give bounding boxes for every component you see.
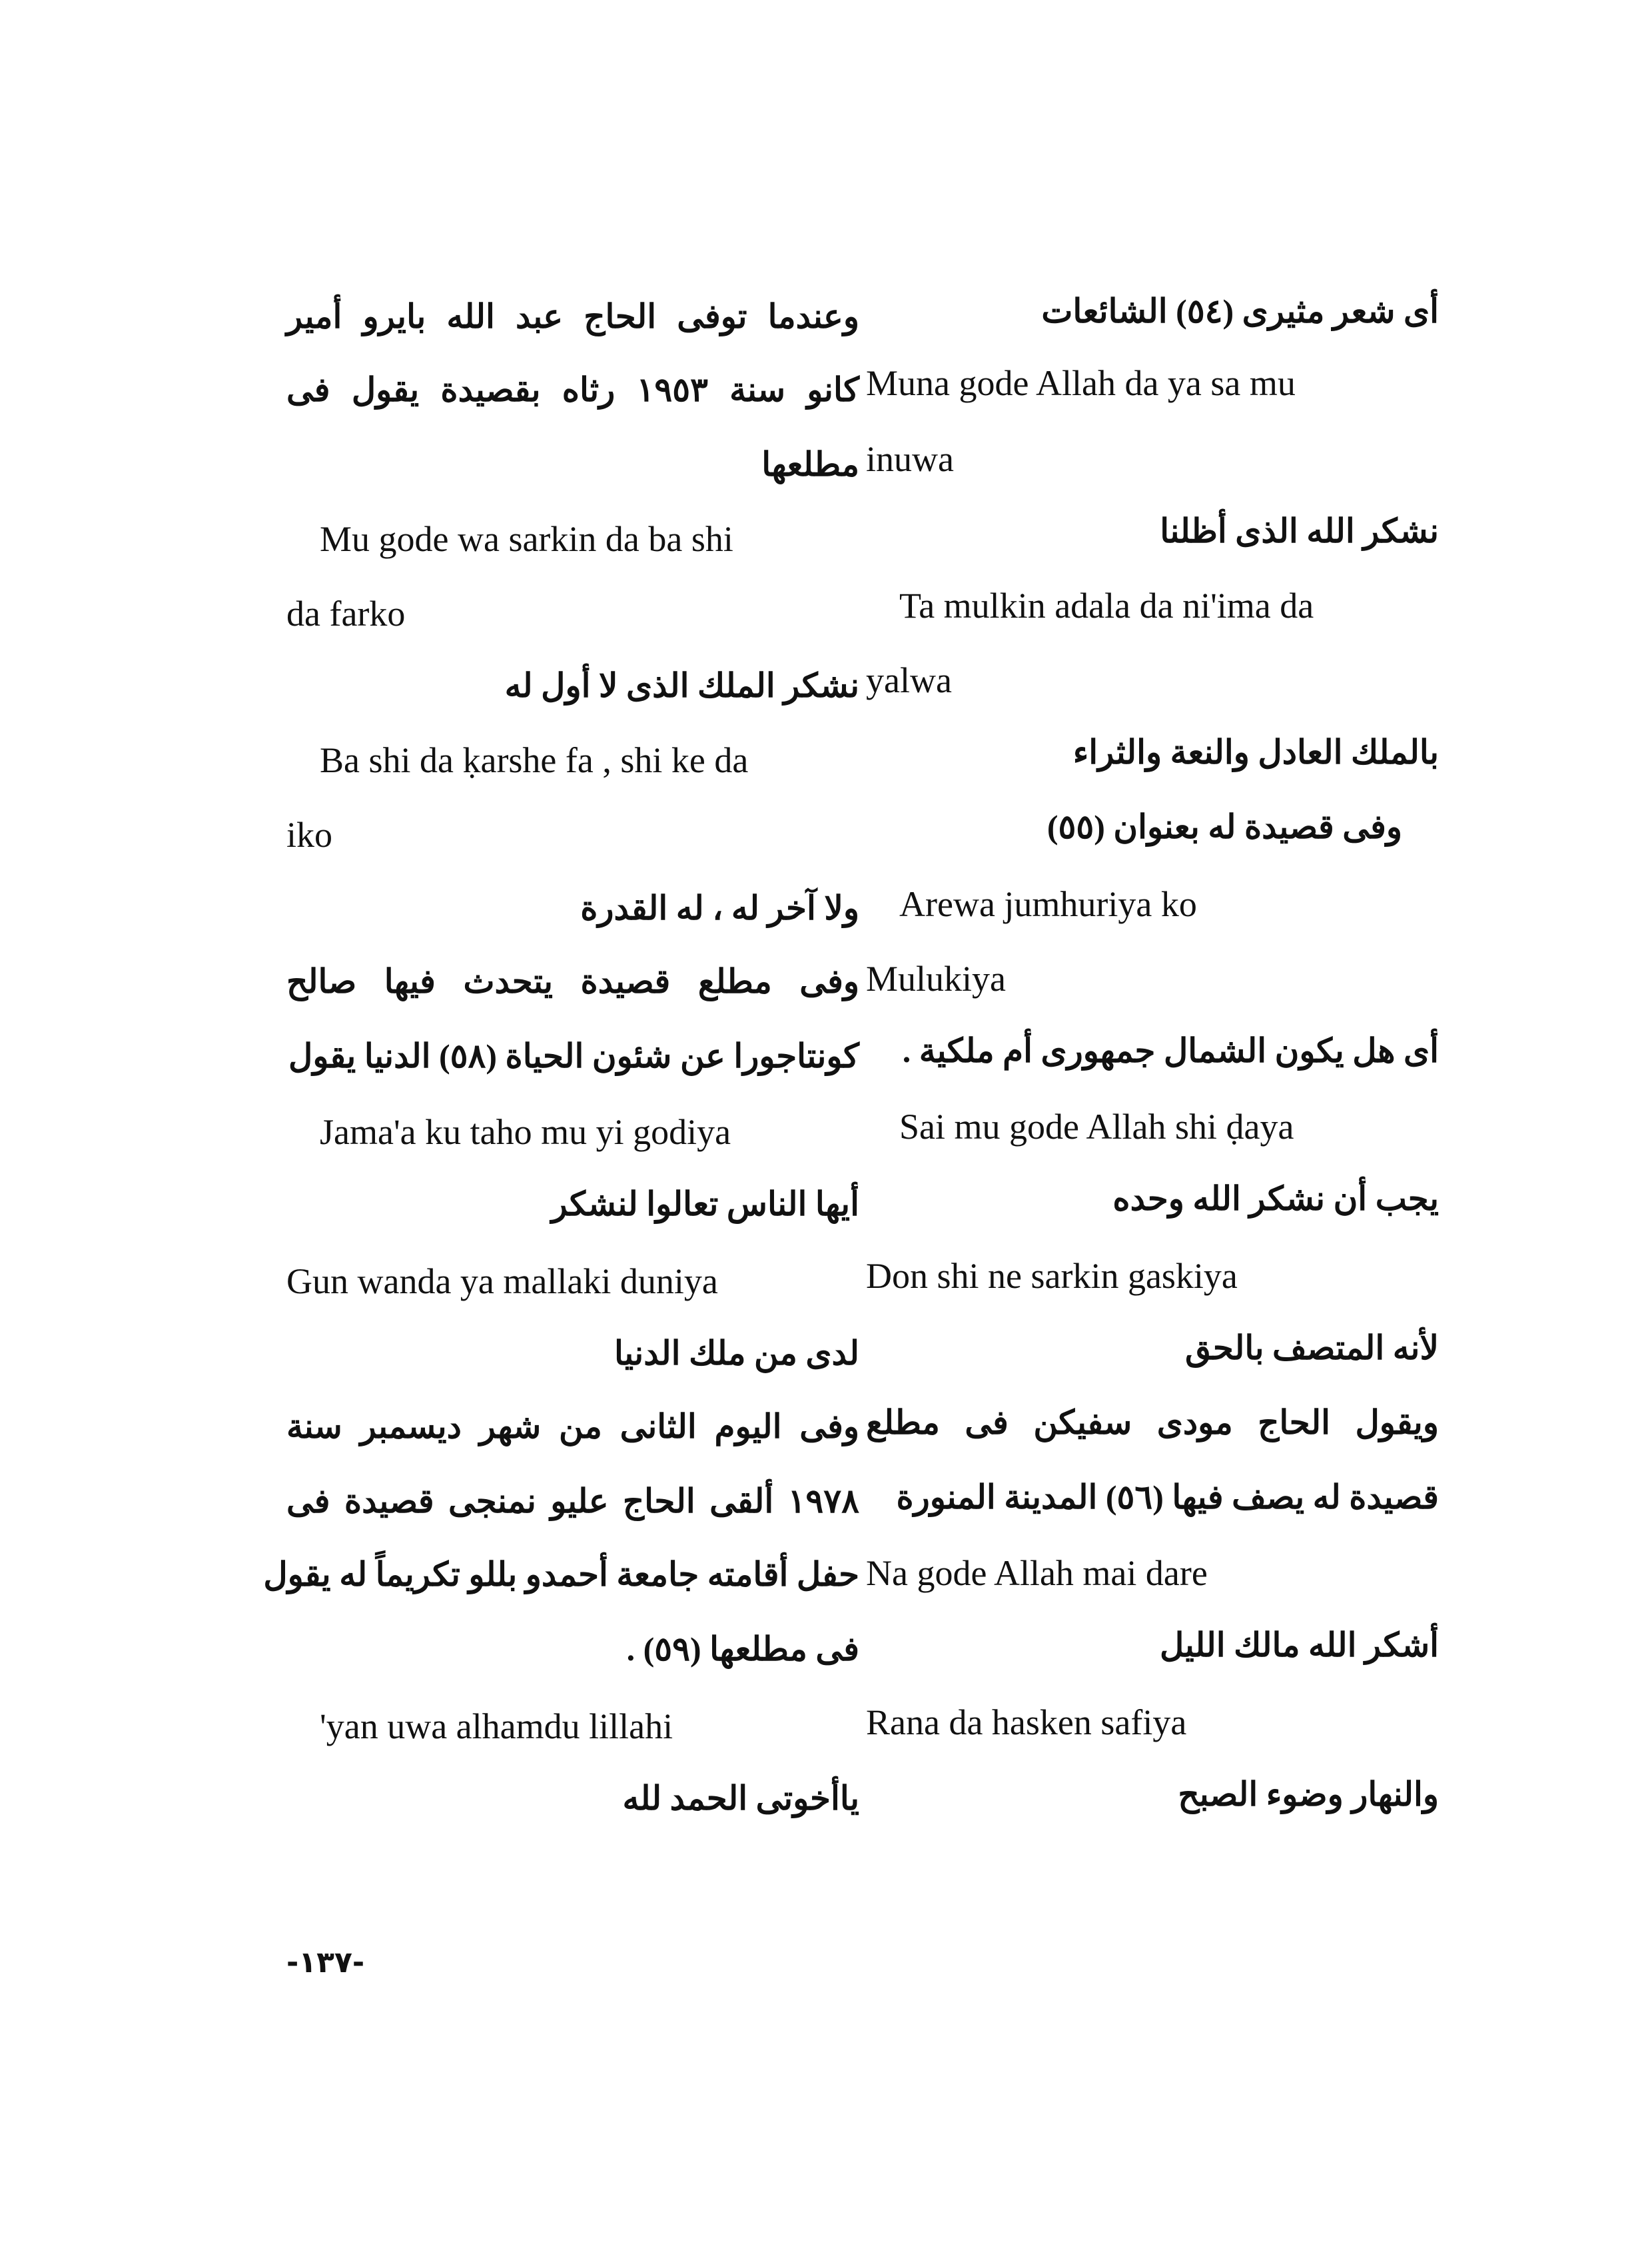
text-line: ويقول الحاج مودى سفيكن فى مطلع (866, 1404, 1439, 1441)
text-line: Na gode Allah mai dare (866, 1553, 1208, 1593)
text-line: والنهار وضوء الصبح (1178, 1776, 1439, 1813)
text-line: Muna gode Allah da ya sa mu (866, 363, 1296, 403)
text-line: وفى مطلع قصيدة يتحدث فيها صالح (286, 963, 859, 1000)
text-line: وعندما توفى الحاج عبد الله بايرو أمير (286, 298, 859, 335)
text-line: Gun wanda ya mallaki duniya (286, 1261, 718, 1301)
page-number: -١٣٧- (286, 1946, 365, 1979)
text-line: وفى قصيدة له بعنوان (٥٥) (1046, 808, 1402, 846)
text-line: iko (286, 815, 333, 855)
text-line: ١٩٧٨ ألقى الحاج عليو نمنجى قصيدة فى (286, 1482, 859, 1520)
text-line: قصيدة له يصف فيها (٥٦) المدينة المنورة (896, 1478, 1439, 1516)
text-line: وفى اليوم الثانى من شهر ديسمبر سنة (286, 1408, 859, 1445)
text-line: Arewa jumhuriya ko (899, 884, 1197, 924)
text-line: ياأخوتى الحمد لله (622, 1780, 859, 1817)
text-line: inuwa (866, 439, 954, 479)
text-line: لأنه المتصف بالحق (1185, 1329, 1439, 1367)
text-line: فى مطلعها (٥٩) . (626, 1630, 859, 1668)
text-line: Sai mu gode Allah shi ḍaya (899, 1107, 1294, 1147)
text-line: مطلعها (761, 446, 859, 483)
text-line: أى شعر مثيرى (٥٤) الشائعات (1041, 292, 1439, 330)
text-line: Ta mulkin adala da ni'ima da (899, 586, 1314, 626)
text-line: ولا آخر له ، له القدرة (580, 889, 859, 927)
text-line: da farko (286, 594, 406, 634)
text-line: كونتاجورا عن شئون الحياة (٥٨) الدنيا يقول (288, 1037, 859, 1075)
text-line: كانو سنة ١٩٥٣ رثاه بقصيدة يقول فى (286, 371, 859, 408)
text-line: لدى من ملك الدنيا (614, 1335, 859, 1372)
text-line: حفل أقامته جامعة أحمدو بللو تكريماً له يقول (263, 1556, 859, 1593)
text-line: نشكر الله الذى أظلنا (1160, 512, 1439, 550)
text-line: 'yan uwa alhamdu lillahi (320, 1706, 673, 1746)
text-line: بالملك العادل والنعة والثراء (1072, 734, 1439, 771)
text-line: Mu gode wa sarkin da ba shi (320, 519, 733, 559)
text-line: يجب أن نشكر الله وحده (1112, 1180, 1439, 1217)
text-line: Ba shi da ḳarshe fa , shi ke da (320, 740, 749, 780)
text-line: أى هل يكون الشمال جمهورى أم ملكية . (902, 1032, 1439, 1069)
text-line: Rana da hasken safiya (866, 1702, 1187, 1742)
text-line: أشكر الله مالك الليل (1160, 1626, 1439, 1664)
text-line: Mulukiya (866, 959, 1006, 999)
text-line: Don shi ne sarkin gaskiya (866, 1256, 1238, 1296)
text-line: yalwa (866, 660, 952, 700)
text-line: نشكر الملك الذى لا أول له (504, 667, 859, 704)
text-line: Jama'a ku taho mu yi godiya (320, 1112, 731, 1152)
text-line: أيها الناس تعالوا لنشكر (551, 1185, 859, 1223)
